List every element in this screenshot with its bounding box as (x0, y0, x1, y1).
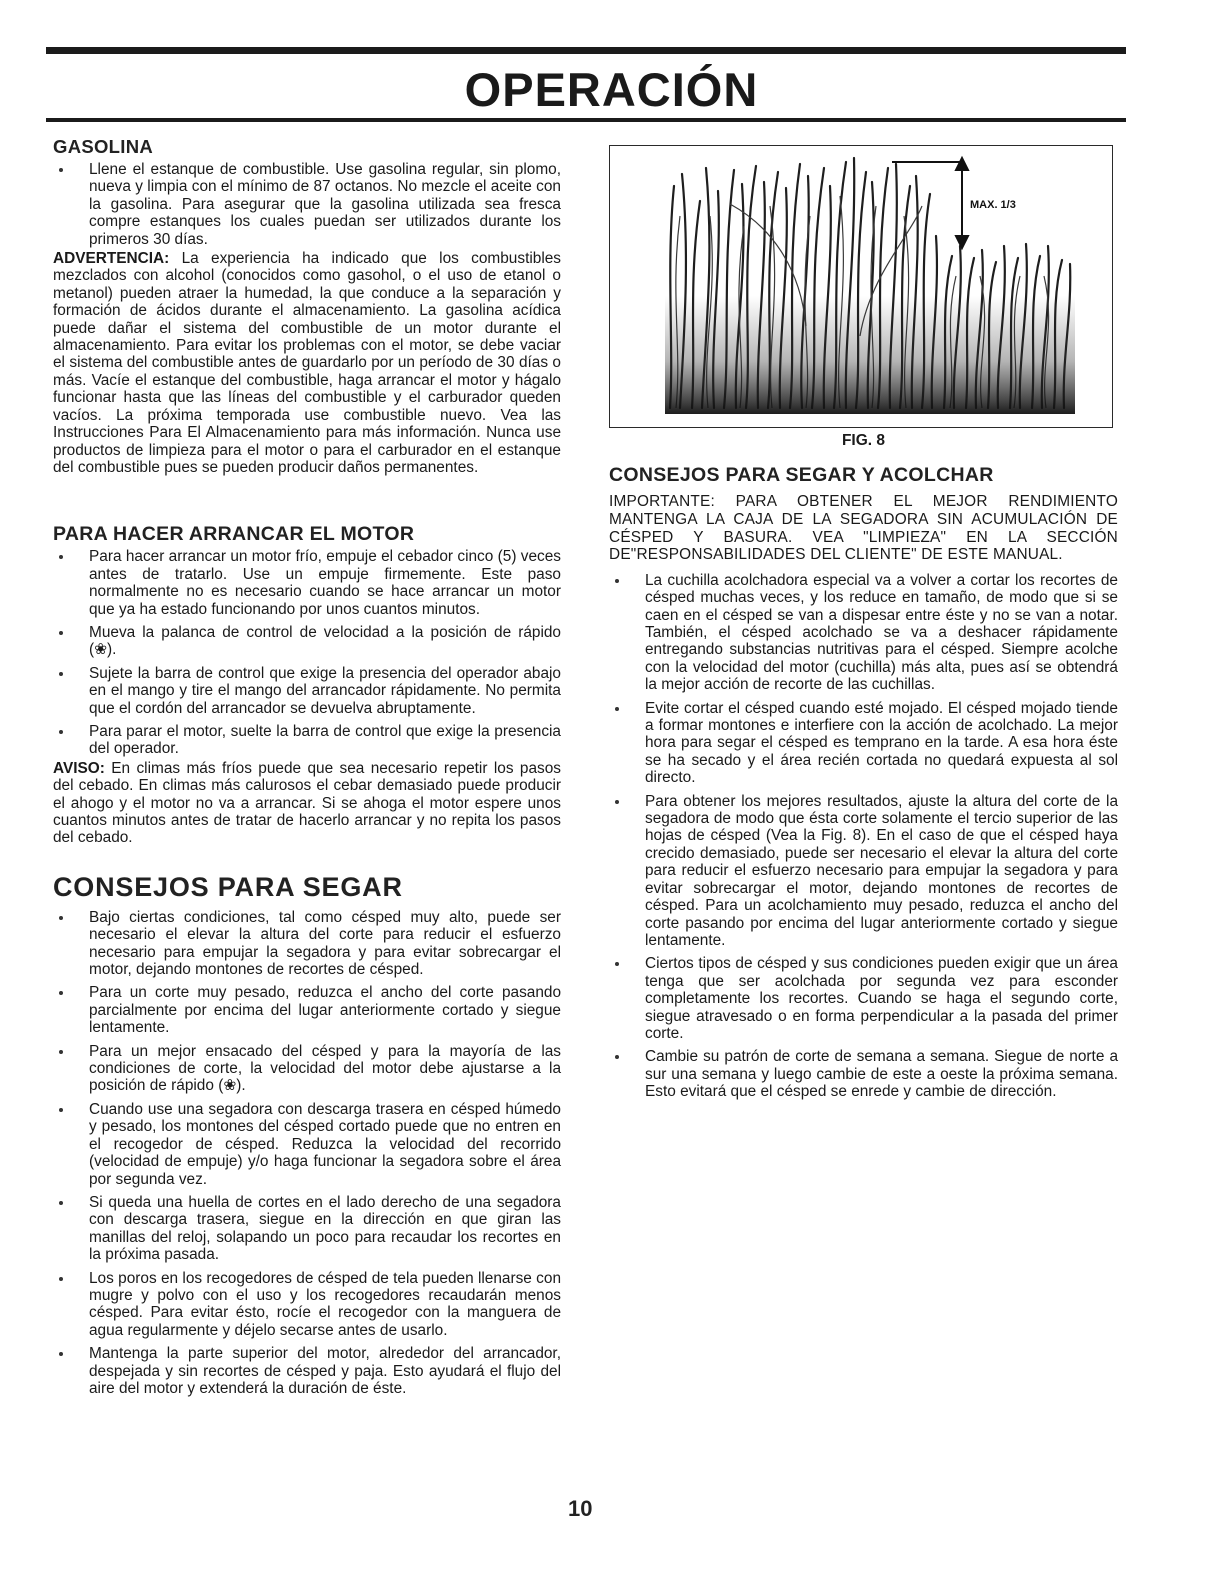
bullet-icon (59, 1352, 63, 1356)
acolchar-heading: CONSEJOS PARA SEGAR Y ACOLCHAR (609, 464, 994, 487)
max-label: MAX. 1/3 (970, 199, 1016, 211)
gasolina-list (53, 161, 561, 248)
warning-paragraph (53, 250, 561, 476)
segar-list (53, 909, 561, 1398)
list-item: Llene el estanque de combustible. Use gasolina regular, sin plomo, nueva y limpia con el mínimo de 87 octanos. No mezcle el aceite con la gasolina. Para asegurar que la gasolina utilizada sea fresca compre estanques los cuales puedan ser utilizados durante los primeros 30 días. (53, 161, 561, 248)
segar-heading: CONSEJOS PARA SEGAR (53, 871, 403, 902)
page-title: OPERACIÓN (464, 63, 759, 116)
notice-label: AVISO: (53, 759, 105, 777)
bullet-icon (59, 1201, 63, 1205)
list-item: Evite cortar el césped cuando esté mojado. El césped mojado tiende a formar montones e interfiere con la acción de acolchado. La mejor hora para segar el césped es temprano en la tarde. A esa hora éste se ha secado y el área recién cortada no quedará expuesta al sol directo. (609, 700, 1118, 787)
list-item: La cuchilla acolchadora especial va a volver a cortar los recortes de césped muchas veces, y los reduce en tamaño, de modo que si se caen en el césped se van a dispesar entre éste y no se van a notar. También, el césped acolchado se va a deshacer rápidamente entregando substancias nutritivas para el césped. Siempre acolche con la velocidad del motor (cuchilla) más alta, pues así se obtendrá la mejor acción de recorte de las cuchillas. (609, 572, 1118, 694)
figure-8 (609, 145, 1118, 449)
top-rule (46, 47, 1126, 54)
arrancar-heading: PARA HACER ARRANCAR EL MOTOR (53, 523, 415, 546)
bullet-icon (615, 1055, 619, 1059)
list-item: Los poros en los recogedores de césped de tela pueden llenarse con mugre y polvo con el uso y los recogedores recaudarán menos césped. Para evitar ésto, rocíe el recogedor con la manguera de agua regularmente y déjelo secarse antes de usarlo. (53, 1270, 561, 1340)
figure-caption: FIG. 8 (841, 432, 886, 449)
grass-illustration (610, 146, 1112, 427)
bullet-icon (59, 631, 63, 635)
list-item: Bajo ciertas condiciones, tal como césped muy alto, puede ser necesario el elevar la altura del corte para reducir el esfuerzo necesario para empujar la segadora y para evitar sobrecargar el motor, dejando montones de recortes de césped. (53, 909, 561, 979)
arrancar-list (53, 548, 561, 757)
right-column (609, 145, 1118, 1107)
bullet-icon (59, 672, 63, 676)
list-item: Para hacer arrancar un motor frío, empuje el cebador cinco (5) veces antes de tratarlo. Use un empuje firmemente. Este paso normalmente no es necesario cuando se hace arrancar un motor que ya ha estado funcionando por unos cuantos minutos. (53, 548, 561, 618)
warning-label: ADVERTENCIA: (53, 250, 170, 268)
bullet-icon (59, 730, 63, 734)
warning-text: La experiencia ha indicado que los combustibles mezclados con alcohol (conocidos como gasohol, o el uso de etanol o metanol) pueden atraer la humedad, la que conduce a la separación y formación de ácidos durante el almacenamiento. La gasolina acídica puede dañar el sistema del combustible de un motor durante el almacenamiento. Para evitar los problemas con el motor, se debe vaciar el sistema del combustible antes de guardarlo por un período de 30 días o más. Vacíe el estanque del combustible, haga arrancar el motor y hágalo funcionar hasta que las líneas del combustible y el carburador queden vacíos. La próxima temporada use combustible nuevo. Vea las Instrucciones Para El Almacenamiento para más información. Nunca use productos de limpieza para el motor o para el carburador en el estanque del combustible pues se pueden producir daños permanentes. (53, 250, 561, 476)
gasolina-heading: GASOLINA (53, 136, 154, 157)
list-item: Cuando use una segadora con descarga trasera en césped húmedo y pesado, los montones del césped cortado puede que no entren en el recogedor de césped. Reduzca la velocidad del recorrido (velocidad de empuje) y/o haga funcionar la segadora sobre el área por segunda vez. (53, 1101, 561, 1188)
bullet-icon (615, 962, 619, 966)
figure-frame (609, 145, 1113, 428)
bullet-icon (59, 1277, 63, 1281)
important-note: IMPORTANTE: PARA OBTENER EL MEJOR RENDIMIENTO MANTENGA LA CAJA DE LA SEGADORA SIN ACUMULACIÓN DE CÉSPED Y BASURA. VEA "LIMPIEZA" EN LA SECCIÓN DE"RESPONSABILIDADES DEL CLIENTE" DE ESTE MANUAL. (609, 493, 1118, 564)
acolchar-list (609, 572, 1118, 1101)
bullet-icon (59, 1108, 63, 1112)
list-item: Para un mejor ensacado del césped y para la mayoría de las condiciones de corte, la velocidad del motor debe ajustarse a la posición de rápido (❀). (53, 1043, 561, 1095)
list-item: Si queda una huella de cortes en el lado derecho de una segadora con descarga trasera, siegue en la dirección en que giran las manillas del reloj, solapando un poco para recaudar los recortes en la próxima pasada. (53, 1194, 561, 1264)
acolchar-section (609, 463, 1118, 1100)
segar-section (53, 871, 561, 1398)
list-item: Mueva la palanca de control de velocidad a la posición de rápido (❀). (53, 624, 561, 659)
list-item: Para un corte muy pesado, reduzca el ancho del corte pasando parcialmente por encima del lugar anteriormente cortado y siegue lentamente. (53, 984, 561, 1036)
list-item: Para obtener los mejores resultados, ajuste la altura del corte de la segadora de modo que ésta corte solamente el tercio superior de las hojas de césped (Vea la Fig. 8). En el caso de que el césped haya crecido demasiado, puede ser necesario el elevar la altura del corte para reducir el esfuerzo necesario para empujar la segadora y para evitar sobrecargar el motor, dejando montones de recortes de césped. Para un acolchamiento muy pesado, reduzca el ancho del corte pasando por encima del lugar anteriormente cortado y siegue lentamente. (609, 793, 1118, 950)
notice-text: En climas más fríos puede que sea necesario repetir los pasos del cebado. En climas más calurosos el cebar demasiado puede producir el ahogo y el motor no va a arrancar. Si se ahoga el motor espere unos cuantos minutos antes de tratar de hacerlo arrancar y no repita los pasos del cebado. (53, 759, 561, 847)
list-item: Sujete la barra de control que exige la presencia del operador abajo en el mango y tire el mango del arrancador rápidamente. No permita que el cordón del arrancador se devuelva abruptamente. (53, 665, 561, 717)
bullet-icon (59, 555, 63, 559)
bullet-icon (615, 579, 619, 583)
list-item: Cambie su patrón de corte de semana a semana. Siegue de norte a sur una semana y luego cambie de este a oeste la próxima semana. Esto evitará que el césped se enrede y cambie de dirección. (609, 1048, 1118, 1100)
notice-paragraph (53, 760, 561, 847)
list-item: Ciertos tipos de césped y sus condiciones pueden exigir que un área tenga que ser acolchada por segunda vez para esconder completamente los recortes. Cuando se haga el segundo corte, siegue atravesado o en forma perpendicular a la pasada del primer corte. (609, 955, 1118, 1042)
bullet-icon (59, 991, 63, 995)
arrancar-section (53, 522, 561, 847)
bullet-icon (615, 800, 619, 804)
bullet-icon (59, 168, 63, 172)
bullet-icon (615, 707, 619, 711)
list-item: Para parar el motor, suelte la barra de control que exige la presencia del operador. (53, 723, 561, 758)
gasolina-section (53, 136, 561, 476)
page-number: 10 (568, 1496, 593, 1521)
left-column (53, 136, 561, 1403)
list-item: Mantenga la parte superior del motor, alrededor del arrancador, despejada y sin recortes de césped y paja. Esto ayudará el flujo del aire del motor y extenderá la duración de éste. (53, 1345, 561, 1397)
ground-shadow (665, 296, 1075, 414)
title-rule (46, 118, 1126, 122)
bullet-icon (59, 916, 63, 920)
bullet-icon (59, 1050, 63, 1054)
